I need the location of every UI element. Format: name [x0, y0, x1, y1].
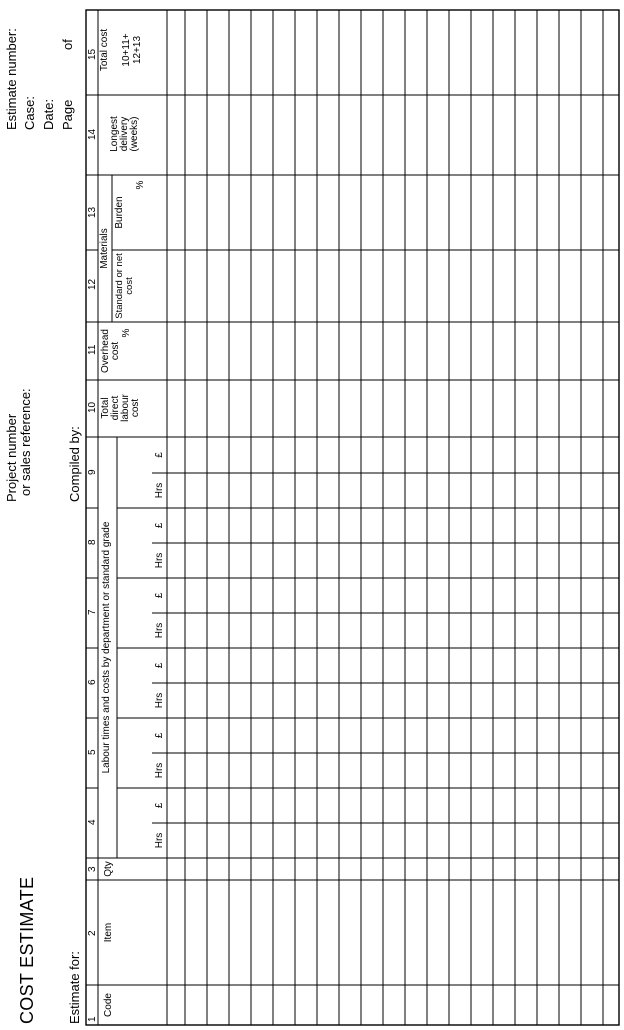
- column-number: 13: [87, 206, 98, 218]
- materials-header: Materials: [99, 228, 110, 269]
- column-number: 15: [87, 48, 98, 60]
- burden-percent: %: [135, 180, 146, 190]
- column-number: 2: [87, 930, 98, 936]
- page-label: Page: [60, 99, 75, 130]
- column-number: 12: [87, 278, 98, 290]
- column-number: 11: [87, 344, 98, 355]
- hrs-header: Hrs: [154, 622, 165, 639]
- hrs-header: Hrs: [154, 832, 165, 849]
- column-number: 9: [87, 469, 98, 475]
- column-number: 8: [87, 539, 98, 545]
- estimate-for-label: Estimate for:: [67, 951, 82, 1024]
- column-number: 1: [87, 1016, 98, 1022]
- total-cost-header: Total cost: [99, 28, 110, 72]
- code-header: Code: [103, 993, 114, 1017]
- table-border: [86, 10, 619, 1025]
- item-header: Item: [103, 922, 114, 943]
- longest-delivery-header: Longest delivery (weeks): [109, 116, 140, 152]
- estimate-number-label: Estimate number:: [4, 28, 19, 130]
- case-label: Case:: [22, 96, 37, 130]
- total-formula-line1: 10+11+: [121, 33, 132, 67]
- hrs-header: Hrs: [154, 552, 165, 569]
- column-number: 14: [87, 128, 98, 140]
- compiled-by-label: Compiled by:: [67, 426, 82, 502]
- hrs-header: Hrs: [154, 692, 165, 709]
- pound-header: £: [154, 592, 165, 599]
- total-formula-line2: 12+13: [132, 35, 143, 65]
- hrs-header: Hrs: [154, 482, 165, 499]
- hrs-header: Hrs: [154, 762, 165, 779]
- labour-header: Labour times and costs by department or standard grade: [101, 521, 112, 774]
- pound-header: £: [154, 662, 165, 669]
- pound-header: £: [154, 802, 165, 809]
- sales-reference-label: or sales reference:: [18, 388, 33, 496]
- pound-header: £: [154, 522, 165, 529]
- overhead-cost-header: Overhead cost: [100, 329, 121, 373]
- column-number: 10: [87, 401, 98, 413]
- total-direct-labour-cost-header: Total direct labour cost: [100, 394, 141, 422]
- date-label: Date:: [41, 98, 56, 130]
- overhead-percent: %: [121, 328, 132, 338]
- of-label: of: [60, 39, 75, 50]
- column-number: 3: [87, 866, 98, 872]
- standard-or-net-cost-header: Standard or net cost: [114, 253, 135, 319]
- burden-header: Burden: [114, 196, 125, 229]
- pound-header: £: [154, 732, 165, 739]
- pound-header: £: [154, 452, 165, 458]
- column-number: 5: [87, 749, 98, 755]
- column-number: 7: [87, 609, 98, 615]
- column-number: 4: [87, 819, 98, 825]
- qty-header: Qty: [103, 861, 114, 877]
- column-number: 6: [87, 679, 98, 685]
- form-title: COST ESTIMATE: [17, 876, 37, 1024]
- project-number-label: Project number: [4, 413, 19, 502]
